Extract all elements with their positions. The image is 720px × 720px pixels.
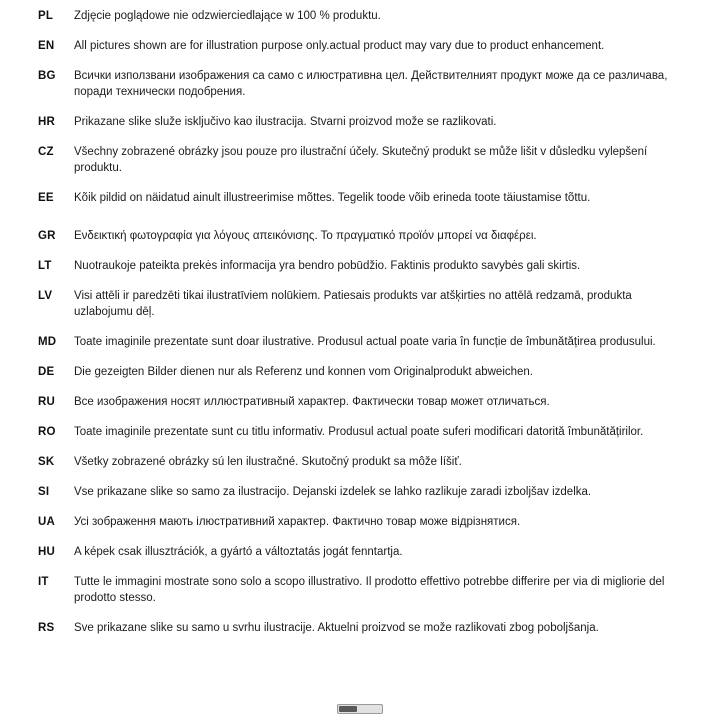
disclaimer-row: [38, 114, 692, 130]
language-code: SI: [38, 486, 50, 498]
disclaimer-text: Zdjęcie poglądowe nie odzwierciedlające w 100 % produktu.: [74, 10, 381, 22]
disclaimer-rows: [38, 8, 692, 636]
language-code: GR: [38, 230, 56, 242]
language-code: LT: [38, 260, 52, 272]
scrollbar-thumb[interactable]: [339, 706, 357, 712]
disclaimer-row: [38, 514, 692, 530]
disclaimer-row: [38, 68, 692, 100]
disclaimer-text: Die gezeigten Bilder dienen nur als Referenz und konnen vom Originalprodukt abweichen.: [74, 366, 534, 378]
disclaimer-text: All pictures shown are for illustration purpose only.actual product may vary due to product enhancement.: [74, 40, 605, 52]
disclaimer-text: Kõik pildid on näidatud ainult illustreerimise mõttes. Tegelik toode võib erineda toote täiustamise tõttu.: [74, 192, 591, 204]
disclaimer-text: Toate imaginile prezentate sunt cu titlu informativ. Produsul actual poate suferi modificari datorită îmbunătățirilor.: [74, 426, 644, 438]
disclaimer-text: Všechny zobrazené obrázky jsou pouze pro ilustrační účely. Skutečný produkt se může lišit v důsledku vylepšení produktu.: [74, 146, 648, 174]
disclaimer-row: [38, 454, 692, 470]
language-code: UA: [38, 516, 56, 528]
disclaimer-row: [38, 544, 692, 560]
language-code: EE: [38, 192, 54, 204]
disclaimer-row: [38, 38, 692, 54]
disclaimer-row: [38, 334, 692, 350]
disclaimer-text: Усі зображення мають ілюстративний характер. Фактично товар може відрізнятися.: [74, 516, 521, 528]
disclaimer-row: [38, 620, 692, 636]
disclaimer-text: Все изображения носят иллюстративный характер. Фактически товар может отличаться.: [74, 396, 550, 408]
disclaimer-text: Tutte le immagini mostrate sono solo a scopo illustrativo. Il prodotto effettivo potrebbe differire per via di migliorie del prodotto stesso.: [74, 576, 665, 604]
language-code: RS: [38, 622, 55, 634]
language-code: HR: [38, 116, 56, 128]
disclaimer-row: [38, 288, 692, 320]
disclaimer-row: [38, 484, 692, 500]
language-code: IT: [38, 576, 49, 588]
language-code: BG: [38, 70, 56, 82]
language-code: RO: [38, 426, 56, 438]
disclaimer-text: Ενδεικτική φωτογραφία για λόγους απεικόνισης. Το πραγματικό προϊόν μπορεί να διαφέρει.: [74, 230, 537, 242]
horizontal-scrollbar[interactable]: [337, 704, 383, 714]
disclaimer-text: Nuotraukoje pateikta prekės informacija yra bendro pobūdžio. Faktinis produkto savybės gali skirtis.: [74, 260, 581, 272]
language-code: DE: [38, 366, 55, 378]
disclaimer-row: [38, 190, 692, 206]
disclaimer-row: [38, 364, 692, 380]
disclaimer-text: Vse prikazane slike so samo za ilustracijo. Dejanski izdelek se lahko razlikuje zaradi izboljšav izdelka.: [74, 486, 592, 498]
disclaimer-row: [38, 228, 692, 244]
disclaimer-text: Prikazane slike služe isključivo kao ilustracija. Stvarni proizvod može se razlikovati.: [74, 116, 497, 128]
language-code: PL: [38, 10, 54, 22]
disclaimer-text: Sve prikazane slike su samo u svrhu ilustracije. Aktuelni proizvod se može razlikovati zbog poboljšanja.: [74, 622, 599, 634]
language-code: HU: [38, 546, 56, 558]
disclaimer-row: [38, 8, 692, 24]
language-code: LV: [38, 290, 53, 302]
disclaimer-text: Všetky zobrazené obrázky sú len ilustračné. Skutočný produkt sa môže líšiť.: [74, 456, 462, 468]
disclaimer-text: Всички използвани изображения са само с илюстративна цел. Действителният продукт може да се различава, поради технически подобрения.: [74, 70, 668, 98]
disclaimer-text: Toate imaginile prezentate sunt doar ilustrative. Produsul actual poate varia în funcție de îmbunătățirea produsului.: [74, 336, 656, 348]
disclaimer-row: [38, 394, 692, 410]
language-code: MD: [38, 336, 57, 348]
disclaimer-row: [38, 424, 692, 440]
language-code: EN: [38, 40, 55, 52]
language-code: CZ: [38, 146, 54, 158]
disclaimer-row: [38, 258, 692, 274]
language-code: SK: [38, 456, 55, 468]
disclaimer-text: A képek csak illusztrációk, a gyártó a változtatás jogát fenntartja.: [74, 546, 403, 558]
disclaimer-row: [38, 574, 692, 606]
language-code: RU: [38, 396, 56, 408]
disclaimer-text: Visi attēli ir paredzēti tikai ilustratīviem nolūkiem. Patiesais produkts var atšķirties no attēlā redzamā, produkta uzlabojumu dēļ.: [74, 290, 632, 318]
disclaimer-row: [38, 144, 692, 176]
